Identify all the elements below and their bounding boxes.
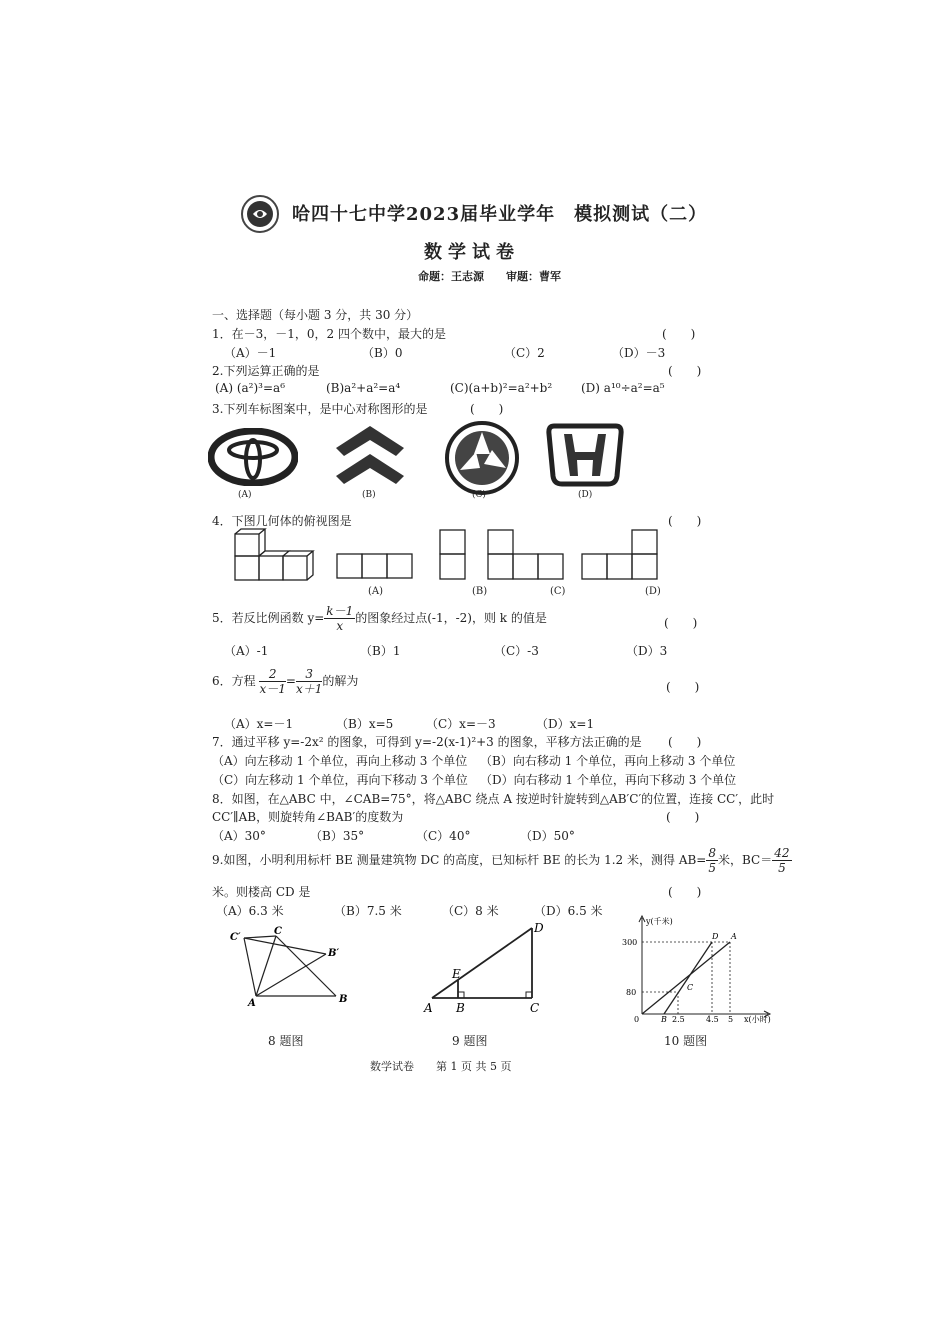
q8-line2: CC′∥AB，则旋转角∠BAB′的度数为 — [212, 810, 404, 824]
q8-option-b: （B）35° — [310, 829, 365, 843]
q4-option-c-figure — [486, 528, 566, 582]
q4-label-c: (C) — [550, 586, 566, 597]
q4-option-d-figure — [580, 528, 662, 582]
fig10-point-c: C — [687, 983, 694, 992]
q6-option-d: （D）x=1 — [536, 717, 595, 731]
toyota-logo-icon — [208, 428, 298, 486]
q4-solid-figure — [232, 528, 316, 584]
q7-stem: 7．通过平移 y=-2x² 的图象，可得到 y=-2(x-1)²+3 的图象，平移方法正确的是 — [212, 735, 642, 749]
q2-option-b: (B)a²+a²=a⁴ — [326, 381, 401, 395]
figure-10 — [620, 912, 780, 1024]
school-logo — [240, 194, 280, 234]
q4-option-a-figure — [336, 552, 416, 580]
q6-num1: 2 — [259, 667, 285, 682]
q9-ab-num: 8 — [708, 846, 717, 860]
q5-option-d: （D）3 — [626, 644, 668, 658]
fig8-label-b: B — [339, 994, 348, 1005]
q3-paren: ( ) — [470, 402, 504, 416]
q3-label-c: (C) — [472, 490, 486, 500]
q5-fraction — [324, 604, 355, 633]
q3-label-a: (A) — [238, 490, 252, 500]
figure-9-caption: 9 题图 — [452, 1034, 488, 1048]
q4-label-b: (B) — [472, 586, 488, 597]
fig9-label-a: A — [424, 1001, 433, 1015]
q7-option-a: （A）向左移动 1 个单位，再向上移动 3 个单位 — [212, 754, 468, 768]
q4-stem: 4．下图几何体的俯视图是 — [212, 514, 352, 528]
fig10-point-a: A — [731, 932, 737, 941]
q2-option-d: (D) a¹⁰÷a²=a⁵ — [581, 381, 665, 395]
fig8-label-b-prime: B′ — [328, 948, 340, 959]
fig10-ylabel: y(千米) — [646, 917, 673, 926]
figure-10-caption: 10 题图 — [664, 1034, 708, 1048]
q1-option-c: （C）2 — [504, 346, 545, 360]
fig8-label-c-prime: C′ — [230, 932, 241, 943]
q2-paren: ( ) — [668, 364, 702, 378]
fig10-xtick-5: 5 — [728, 1015, 734, 1024]
q9-pre: 9.如图，小明利用标杆 BE 测量建筑物 DC 的高度，已知标杆 BE 的长为 1.2 米，测得 AB= — [212, 853, 707, 867]
q1-option-a: （A）－1 — [224, 346, 277, 360]
q5-pre: 5．若反比例函数 y= — [212, 611, 325, 625]
q9-bc-num: 42 — [774, 846, 790, 860]
q7-option-b: （B）向右移动 1 个单位，再向上移动 3 个单位 — [480, 754, 736, 768]
fig8-label-a: A — [248, 998, 256, 1009]
q5-fraction-den: x — [336, 619, 344, 633]
q2-stem: 2.下列运算正确的是 — [212, 364, 320, 378]
figure-8 — [228, 924, 358, 1010]
q8-line1: 8．如图，在△ABC 中，∠CAB=75°，将△ABC 绕点 A 按逆时针旋转到△AB′C′的位置，连接 CC′，此时 — [212, 792, 775, 806]
q6-paren: ( ) — [666, 680, 700, 694]
q9-ab-den: 5 — [708, 861, 717, 875]
q6-fraction-right — [296, 667, 322, 696]
fig10-ytick-80: 80 — [626, 988, 637, 997]
q2-option-c: (C)(a+b)²=a²+b² — [450, 381, 553, 395]
q8-option-d: （D）50° — [520, 829, 575, 843]
q8-option-a: （A）30° — [212, 829, 266, 843]
q9-mid: 米，BC＝ — [718, 853, 773, 867]
q6-fraction-left — [259, 667, 285, 696]
fig10-ytick-300: 300 — [622, 938, 638, 947]
q5-option-c: （C）-3 — [494, 644, 539, 658]
q4-paren: ( ) — [668, 514, 702, 528]
q6-post: 的解为 — [322, 674, 359, 688]
q6-option-b: （B）x=5 — [336, 717, 394, 731]
q5-post: 的图象经过点(-1，-2)，则 k 的值是 — [355, 611, 547, 625]
q9-line1 — [212, 846, 792, 875]
roewe-logo-icon — [444, 420, 520, 496]
q1-paren: ( ) — [662, 327, 696, 341]
q1-option-b: （B）0 — [362, 346, 403, 360]
q6-pre: 6．方程 — [212, 674, 256, 688]
q9-bc-fraction — [772, 846, 791, 875]
page-subtitle: 数学试卷 — [424, 242, 520, 263]
q9-bc-den: 5 — [778, 861, 786, 875]
q9-option-b: （B）7.5 米 — [334, 904, 402, 918]
q7-paren: ( ) — [668, 735, 702, 749]
q6-option-c: （C）x=－3 — [426, 717, 496, 731]
q9-option-a: （A）6.3 米 — [216, 904, 284, 918]
q5-fraction-num: k－1 — [326, 604, 354, 618]
fig9-label-d: D — [534, 921, 544, 935]
q2-option-a: (A) (a²)³=a⁶ — [215, 381, 286, 395]
q5-option-a: （A）-1 — [224, 644, 269, 658]
fig9-label-b: B — [456, 1001, 465, 1015]
q6-den1: x－1 — [259, 682, 286, 696]
q7-option-d: （D）向右移动 1 个单位，再向下移动 3 个单位 — [480, 773, 737, 787]
figure-9 — [422, 918, 552, 1016]
fig10-point-d: D — [712, 932, 719, 941]
q6-den2: x＋1 — [295, 682, 323, 696]
q8-paren: ( ) — [666, 810, 700, 824]
page-title: 哈四十七中学2023届毕业学年 模拟测试（二） — [292, 204, 708, 225]
q3-label-b: (B) — [362, 490, 376, 500]
q7-option-c: （C）向左移动 1 个单位，再向下移动 3 个单位 — [212, 773, 468, 787]
figure-8-caption: 8 题图 — [268, 1034, 304, 1048]
fig10-xtick-b: B — [661, 1015, 667, 1024]
q9-option-d: （D）6.5 米 — [534, 904, 603, 918]
q1-option-d: （D）－3 — [612, 346, 666, 360]
q9-paren: ( ) — [668, 885, 702, 899]
q4-option-b-figure — [438, 528, 468, 582]
fig10-xlabel: x(小时) — [744, 1015, 771, 1024]
q9-line2: 米。则楼高 CD 是 — [212, 885, 311, 899]
page-footer: 数学试卷 第 1 页 共 5 页 — [370, 1060, 512, 1073]
fig9-label-c: C — [530, 1001, 540, 1015]
q5-option-b: （B）1 — [360, 644, 401, 658]
q3-label-d: (D) — [578, 490, 593, 500]
q5-stem — [212, 604, 547, 633]
q9-ab-fraction — [706, 846, 718, 875]
q5-paren: ( ) — [664, 616, 698, 630]
fig9-label-e: E — [452, 967, 461, 981]
authors-line: 命题：王志源 审题：曹军 — [418, 270, 561, 283]
q1-stem: 1．在－3，－1，0，2 四个数中，最大的是 — [212, 327, 446, 341]
q6-stem — [212, 667, 358, 696]
fig8-label-c: C — [274, 926, 282, 937]
q6-num2: 3 — [296, 667, 322, 682]
q4-label-a: (A) — [368, 586, 384, 597]
fig10-xtick-0: 0 — [634, 1015, 640, 1024]
citroen-logo-icon — [330, 420, 410, 490]
q6-equals: = — [285, 674, 296, 688]
q6-option-a: （A）x=－1 — [224, 717, 294, 731]
q4-label-d: (D) — [645, 586, 661, 597]
honda-logo-icon — [546, 422, 624, 488]
section-heading: 一、选择题（每小题 3 分，共 30 分） — [212, 308, 419, 322]
q9-option-c: （C）8 米 — [442, 904, 499, 918]
fig10-xtick-4-5: 4.5 — [706, 1015, 719, 1024]
q8-option-c: （C）40° — [416, 829, 471, 843]
q3-stem: 3.下列车标图案中，是中心对称图形的是 — [212, 402, 428, 416]
fig10-xtick-2-5: 2.5 — [672, 1015, 685, 1024]
